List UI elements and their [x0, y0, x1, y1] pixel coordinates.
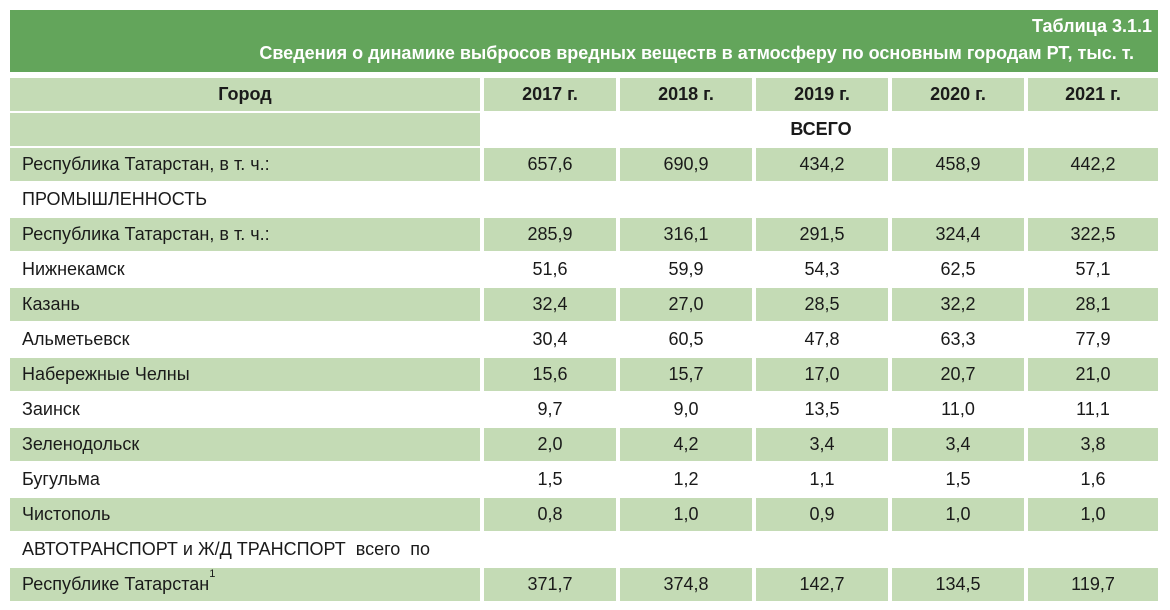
- value-cell: 17,0: [756, 358, 888, 391]
- row-label: Альметьевск: [22, 329, 130, 349]
- table-row: [10, 498, 1158, 531]
- table-row: [10, 253, 1158, 286]
- footnote-marker: 1: [209, 568, 216, 580]
- value-cell: 1,0: [1028, 498, 1158, 531]
- row-label: [10, 568, 480, 601]
- section-row: [10, 533, 1158, 566]
- subheader-row: [10, 113, 1158, 146]
- value-cell: 13,5: [804, 399, 840, 419]
- table-row: [10, 393, 1158, 426]
- value-cell: 51,6: [532, 259, 568, 279]
- value-cell: 1,1: [809, 469, 835, 489]
- table-row: [10, 428, 1158, 461]
- value-cell: 63,3: [940, 329, 976, 349]
- value-cell: 30,4: [532, 329, 568, 349]
- header-year: 2021 г.: [1028, 78, 1158, 111]
- value-cell: 322,5: [1028, 218, 1158, 251]
- value-cell: 142,7: [756, 568, 888, 601]
- table-row: [10, 148, 1158, 181]
- table-row: [10, 218, 1158, 251]
- subheader-total: ВСЕГО: [790, 119, 852, 139]
- header-row: [10, 78, 1158, 111]
- value-cell: 285,9: [484, 218, 616, 251]
- value-cell: 32,2: [892, 288, 1024, 321]
- value-cell: 316,1: [620, 218, 752, 251]
- value-cell: 60,5: [668, 329, 704, 349]
- value-cell: 28,5: [756, 288, 888, 321]
- value-cell: 20,7: [892, 358, 1024, 391]
- value-cell: 59,9: [668, 259, 704, 279]
- value-cell: 657,6: [484, 148, 616, 181]
- value-cell: 374,8: [620, 568, 752, 601]
- row-label: Республика Татарстан, в т. ч.:: [10, 148, 480, 181]
- value-cell: 3,4: [892, 428, 1024, 461]
- value-cell: 11,1: [1076, 399, 1110, 419]
- value-cell: 32,4: [484, 288, 616, 321]
- value-cell: 54,3: [804, 259, 840, 279]
- value-cell: 324,4: [892, 218, 1024, 251]
- value-cell: 15,6: [484, 358, 616, 391]
- value-cell: 1,0: [620, 498, 752, 531]
- value-cell: 1,6: [1080, 469, 1106, 489]
- row-label: Нижнекамск: [22, 259, 125, 279]
- value-cell: 9,0: [673, 399, 699, 419]
- header-year: 2019 г.: [756, 78, 888, 111]
- row-label-text: Республике Татарстан: [22, 574, 210, 594]
- value-cell: 1,5: [537, 469, 563, 489]
- value-cell: 434,2: [756, 148, 888, 181]
- emissions-table: [10, 78, 1158, 603]
- row-label: Заинск: [22, 399, 80, 419]
- value-cell: 15,7: [620, 358, 752, 391]
- row-label: Чистополь: [10, 498, 480, 531]
- row-label: Казань: [10, 288, 480, 321]
- value-cell: 2,0: [484, 428, 616, 461]
- table-title: Сведения о динамике выбросов вредных веществ в атмосферу по основным городам РТ, тыс. т.: [259, 43, 1134, 63]
- value-cell: 62,5: [940, 259, 976, 279]
- section-label-industry: ПРОМЫШЛЕННОСТЬ: [22, 189, 208, 209]
- value-cell: 119,7: [1028, 568, 1158, 601]
- table-row: [10, 288, 1158, 321]
- value-cell: 57,1: [1075, 259, 1111, 279]
- value-cell: 458,9: [892, 148, 1024, 181]
- value-cell: 11,0: [941, 399, 975, 419]
- value-cell: 1,0: [892, 498, 1024, 531]
- table-banner: [10, 10, 1158, 72]
- table-row: [10, 358, 1158, 391]
- value-cell: 3,8: [1028, 428, 1158, 461]
- value-cell: 442,2: [1028, 148, 1158, 181]
- header-city: Город: [10, 78, 480, 111]
- value-cell: 371,7: [484, 568, 616, 601]
- section-row: [10, 183, 1158, 216]
- row-label: Набережные Челны: [10, 358, 480, 391]
- section-label-transport: АВТОТРАНСПОРТ и Ж/Д ТРАНСПОРТ всего по: [22, 539, 431, 559]
- header-year: 2017 г.: [484, 78, 616, 111]
- header-year: 2020 г.: [892, 78, 1024, 111]
- header-city-extension: [10, 113, 480, 146]
- value-cell: 0,8: [484, 498, 616, 531]
- value-cell: 1,2: [673, 469, 699, 489]
- value-cell: 0,9: [756, 498, 888, 531]
- row-label: Республика Татарстан, в т. ч.:: [10, 218, 480, 251]
- table-row: [10, 568, 1158, 601]
- value-cell: 134,5: [892, 568, 1024, 601]
- table-number: Таблица 3.1.1: [1031, 16, 1152, 36]
- value-cell: 3,4: [756, 428, 888, 461]
- value-cell: 291,5: [756, 218, 888, 251]
- value-cell: 77,9: [1075, 329, 1111, 349]
- value-cell: 27,0: [620, 288, 752, 321]
- value-cell: 4,2: [620, 428, 752, 461]
- value-cell: 690,9: [620, 148, 752, 181]
- table-row: [10, 463, 1158, 496]
- row-label: Зеленодольск: [10, 428, 480, 461]
- value-cell: 9,7: [537, 399, 563, 419]
- value-cell: 28,1: [1028, 288, 1158, 321]
- value-cell: 21,0: [1028, 358, 1158, 391]
- table-row: [10, 323, 1158, 356]
- header-year: 2018 г.: [620, 78, 752, 111]
- row-label: Бугульма: [22, 469, 100, 489]
- value-cell: 47,8: [804, 329, 840, 349]
- value-cell: 1,5: [945, 469, 971, 489]
